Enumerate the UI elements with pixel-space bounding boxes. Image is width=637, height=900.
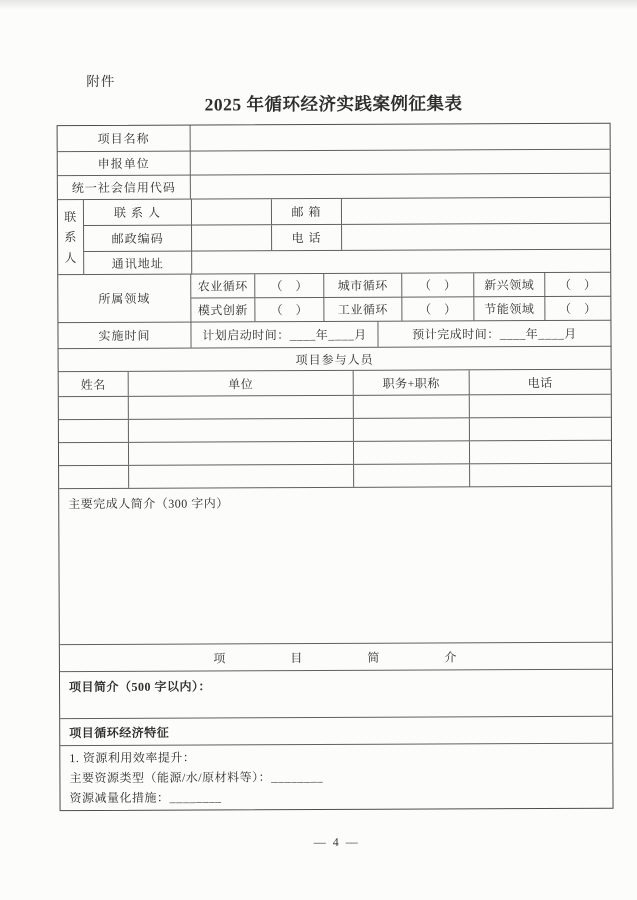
row-postal-code bbox=[84, 223, 610, 251]
participant-phone-cell bbox=[469, 464, 611, 487]
participants-header-title: 职务+职称 bbox=[353, 370, 469, 395]
circular-feature-lines bbox=[60, 744, 612, 810]
field-label: 所属领域 bbox=[98, 291, 151, 306]
participants-empty-row bbox=[59, 463, 611, 488]
participant-name-cell bbox=[59, 420, 128, 442]
schedule-end: 预计完成时间：____年____月 bbox=[377, 321, 610, 347]
completer-intro-label: 主要完成人简介（300 字内） bbox=[68, 496, 229, 512]
contact-rows bbox=[83, 198, 610, 274]
form-table bbox=[57, 123, 614, 811]
row-circular-feature-lines bbox=[60, 743, 612, 810]
field-opt-industrial: 工业循环 bbox=[323, 298, 401, 321]
field-mark-industrial: （ ） bbox=[401, 297, 473, 320]
phone-value bbox=[341, 224, 610, 250]
participants-header-name: 姓名 bbox=[80, 377, 106, 392]
participants-header-unit: 单位 bbox=[128, 371, 353, 396]
participants-empty-row bbox=[59, 394, 611, 419]
participants-header-phone: 电话 bbox=[469, 370, 611, 395]
schedule-start: 计划启动时间：____年____月 bbox=[190, 322, 377, 348]
field-rows bbox=[190, 273, 610, 322]
participant-unit-cell bbox=[128, 442, 353, 465]
field-mark-emerging: （ ） bbox=[544, 273, 610, 296]
participant-unit-cell bbox=[128, 396, 353, 419]
contact-group-char-1: 联 bbox=[64, 209, 77, 224]
participants-empty-row bbox=[59, 440, 611, 465]
field-block bbox=[58, 272, 610, 322]
postal-code-value bbox=[191, 225, 271, 250]
participants-header-row bbox=[59, 369, 611, 396]
contact-block bbox=[58, 197, 610, 274]
participants-section-title: 项目参与人员 bbox=[295, 352, 374, 367]
feature-line-3: 资源减量化措施：________ bbox=[69, 790, 222, 806]
participants-empty-row bbox=[59, 417, 611, 442]
mailing-address-label: 通讯地址 bbox=[111, 256, 164, 271]
contact-group-label bbox=[58, 200, 83, 274]
row-project-brief bbox=[60, 669, 612, 718]
row-completer-intro bbox=[59, 486, 612, 644]
participant-title-cell bbox=[353, 418, 469, 441]
field-row-2 bbox=[191, 296, 610, 322]
row-contact-person bbox=[84, 198, 610, 225]
row-mailing-address bbox=[84, 249, 610, 274]
contact-person-value bbox=[191, 199, 271, 224]
project-name-value bbox=[190, 124, 610, 151]
participant-name-cell bbox=[59, 397, 128, 419]
field-mark-energy-saving: （ ） bbox=[544, 297, 610, 320]
form-title: 2025 年循环经济实践案例征集表 bbox=[204, 93, 463, 115]
project-brief-label: 项目简介（500 字以内）： bbox=[69, 679, 212, 695]
field-mark-urban: （ ） bbox=[401, 273, 473, 296]
field-mark-model-innovation: （ ） bbox=[254, 298, 323, 321]
applicant-unit-value bbox=[190, 150, 610, 175]
participant-unit-cell bbox=[128, 419, 353, 442]
phone-label: 电 话 bbox=[271, 225, 341, 250]
contact-group-char-3: 人 bbox=[64, 251, 77, 266]
participant-title-cell bbox=[353, 441, 469, 464]
row-project-intro-title bbox=[60, 642, 612, 671]
schedule-label: 实施时间 bbox=[98, 328, 151, 343]
participant-title-cell bbox=[353, 395, 469, 418]
row-project-name bbox=[58, 124, 610, 151]
row-schedule bbox=[58, 320, 610, 348]
feature-line-2: 主要资源类型（能源/水/原材料等）：________ bbox=[69, 769, 324, 786]
circular-feature-label: 项目循环经济特征 bbox=[69, 725, 170, 740]
feature-line-1: 1. 资源利用效率提升： bbox=[69, 750, 196, 766]
project-intro-section-title: 项 目 简 介 bbox=[213, 649, 459, 665]
participant-phone-cell bbox=[469, 441, 611, 464]
credit-code-label: 统一社会信用代码 bbox=[71, 180, 176, 196]
field-row-1 bbox=[191, 273, 610, 298]
mailing-address-value bbox=[191, 250, 610, 274]
contact-person-label: 联 系 人 bbox=[113, 205, 161, 220]
row-applicant-unit bbox=[58, 149, 610, 175]
participant-phone-cell bbox=[469, 395, 611, 418]
row-credit-code bbox=[58, 173, 610, 199]
participant-name-cell bbox=[59, 443, 128, 465]
participant-name-cell bbox=[59, 466, 128, 488]
participant-unit-cell bbox=[128, 465, 353, 488]
row-participants-title bbox=[59, 346, 611, 371]
page-number: — 4 — bbox=[313, 834, 360, 850]
field-mark-agriculture: （ ） bbox=[254, 274, 323, 297]
email-label: 邮 箱 bbox=[271, 199, 341, 224]
field-opt-urban: 城市循环 bbox=[323, 274, 401, 297]
field-opt-model-innovation: 模式创新 bbox=[197, 303, 248, 318]
attachment-label: 附件 bbox=[86, 73, 116, 90]
participant-title-cell bbox=[353, 464, 469, 487]
email-value bbox=[341, 198, 610, 224]
project-name-label: 项目名称 bbox=[97, 131, 150, 146]
postal-code-label: 邮政编码 bbox=[111, 231, 164, 246]
field-opt-emerging: 新兴领域 bbox=[473, 273, 544, 296]
field-opt-energy-saving: 节能领域 bbox=[473, 297, 544, 320]
applicant-unit-label: 申报单位 bbox=[97, 156, 150, 171]
field-opt-agriculture: 农业循环 bbox=[197, 279, 248, 294]
credit-code-value bbox=[190, 174, 610, 199]
row-circular-feature-title bbox=[60, 716, 612, 745]
contact-group-char-2: 系 bbox=[64, 230, 77, 245]
participant-phone-cell bbox=[469, 418, 611, 441]
